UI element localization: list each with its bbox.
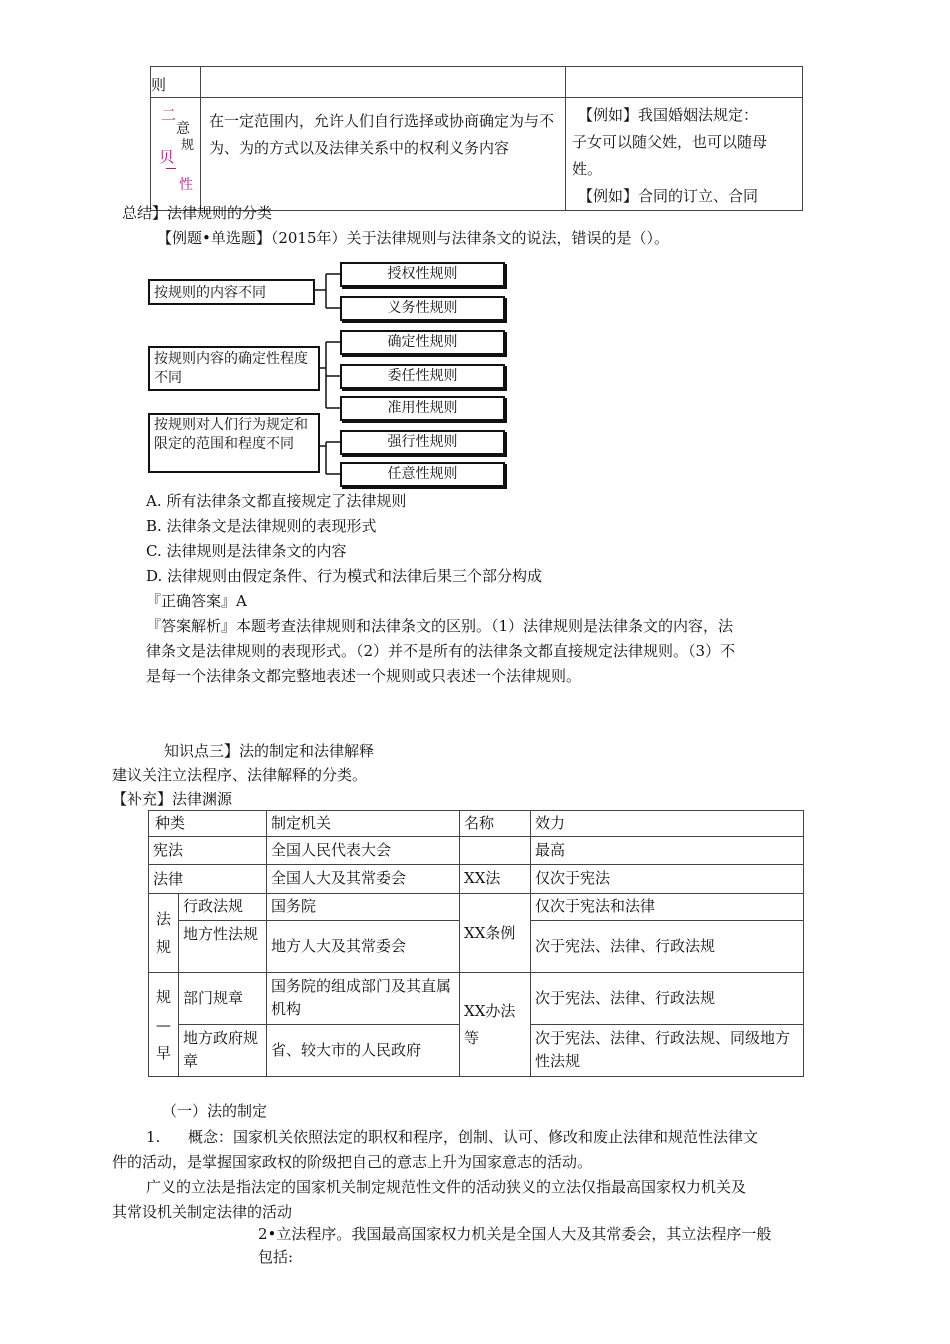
example-line: 姓。: [572, 160, 603, 178]
category-regulations: 法规: [149, 894, 179, 973]
cell-organ: 全国人民代表大会: [267, 837, 460, 865]
type-box-referential: 准用性规则: [340, 396, 505, 421]
cell-organ: 国务院: [267, 894, 460, 921]
procedure-line: 2•立法程序。我国最高国家权力机关是全国人大及其常委会，其立法程序一般: [258, 1225, 772, 1243]
analysis-line: 是每一个法律条文都完整地表述一个规则或只表述一个法律规则。: [146, 667, 582, 685]
type-box-determinate: 确定性规则: [340, 330, 505, 355]
suggestion-text: 建议关注立法程序、法律解释的分类。: [112, 766, 368, 784]
cell-organ: 国务院的组成部门及其直属机构: [267, 973, 460, 1025]
cell-kind: 地方性法规: [179, 921, 267, 973]
rule-description-cell: [201, 98, 566, 211]
rule-description: 在一定范围内，允许人们自行选择或协商确定为与不为、为的方式以及法律关系中的权利义务内容: [209, 112, 555, 157]
group-box-certainty: 按规则内容的确定性程度不同: [148, 346, 320, 391]
row1-label: 则: [151, 76, 167, 94]
row2-label-d: 贝: [159, 148, 175, 166]
type-box-mandatory: 强行性规则: [340, 430, 505, 455]
example-line: 【例如】合同的订立、合同: [578, 187, 759, 205]
cell-organ: 全国人大及其常委会: [267, 865, 460, 894]
option-d: D. 法律规则由假定条件、行为模式和法律后果三个部分构成: [146, 567, 543, 585]
analysis-line: 『答案解析』本题考查法律规则和法律条文的区别。（1）法律规则是法律条文的内容，法: [146, 617, 734, 635]
summary-title: 总结】法律规则的分类: [122, 204, 273, 222]
empty-cell: [201, 67, 566, 98]
example-line: 子女可以随父姓，也可以随母: [572, 133, 768, 151]
option-c: C. 法律规则是法律条文的内容: [146, 542, 347, 560]
law-sources-table: [148, 810, 804, 1077]
procedure-line: 包括:: [258, 1248, 294, 1266]
cell-organ: 地方人大及其常委会: [267, 921, 460, 973]
header-effect: 效力: [531, 811, 804, 837]
type-box-delegated: 委任性规则: [340, 364, 505, 389]
label-stroke: [166, 168, 176, 169]
cell-name: XX法: [460, 865, 531, 894]
cell-effect: 最高: [531, 837, 804, 865]
cell-name: [460, 837, 531, 865]
row2-label-b: 意: [176, 121, 190, 137]
cell-kind: 宪法: [149, 837, 267, 865]
rule-type-table: [150, 66, 803, 211]
type-box-optional: 任意性规则: [340, 462, 505, 487]
cell-kind: 部门规章: [179, 973, 267, 1025]
cell-name-rules: XX办法等: [460, 973, 531, 1077]
section-title: （一）法的制定: [162, 1102, 268, 1120]
concept-line: 概念：国家机关依照法定的职权和程序，创制、认可、修改和废止法律和规范性法律文: [188, 1128, 759, 1146]
concept-number: 1.: [146, 1128, 161, 1146]
category-rules: 规—早: [149, 973, 179, 1077]
example-line: 【例如】我国婚姻法规定：: [578, 106, 759, 124]
question-title: 【例题•单选题】（2015年）关于法律规则与法律条文的说法，错误的是（）。: [157, 229, 670, 247]
analysis-line: 律条文是法律规则的表现形式。（2）并不是所有的法律条文都直接规定法律规则。（3）不: [146, 642, 736, 660]
concept-line: 件的活动，是掌握国家政权的阶级把自己的意志上升为国家意志的活动。: [112, 1153, 593, 1171]
row2-label-c: 规: [181, 138, 195, 153]
broad-definition-line: 广义的立法是指法定的国家机关制定规范性文件的活动狭义的立法仅指最高国家权力机关及: [146, 1178, 747, 1196]
broad-definition-line: 其常设机关制定法律的活动: [112, 1203, 293, 1221]
group-box-scope: 按规则对人们行为规定和限定的范围和程度不同: [148, 413, 320, 473]
option-b: B. 法律条文是法律规则的表现形式: [146, 517, 377, 535]
supplement-title: 【补充】法律渊源: [112, 790, 233, 808]
knowledge-point-title: 知识点三】法的制定和法律解释: [164, 742, 375, 760]
row-label-cell: [151, 67, 201, 98]
cell-effect: 次于宪法、法律、行政法规: [531, 921, 804, 973]
correct-answer: 『正确答案』A: [146, 592, 247, 610]
type-box-authorizing: 授权性规则: [340, 262, 505, 287]
cell-effect: 仅次于宪法: [531, 865, 804, 894]
empty-cell: [566, 67, 803, 98]
group-box-content: 按规则的内容不同: [148, 279, 315, 305]
header-name: 名称: [460, 811, 531, 837]
cell-organ: 省、较大市的人民政府: [267, 1025, 460, 1077]
row2-label-e: 性: [179, 177, 193, 193]
row2-label-a: 二: [161, 106, 177, 124]
option-a: A. 所有法律条文都直接规定了法律规则: [146, 492, 407, 510]
cell-kind: 行政法规: [179, 894, 267, 921]
rule-example-cell: [566, 98, 803, 211]
cell-effect: 仅次于宪法和法律: [531, 894, 804, 921]
cell-kind: 地方政府规章: [179, 1025, 267, 1077]
cell-effect: 次于宪法、法律、行政法规、同级地方性法规: [531, 1025, 804, 1077]
header-kind: 种类: [149, 811, 267, 837]
type-box-obligatory: 义务性规则: [340, 296, 505, 321]
cell-effect: 次于宪法、法律、行政法规: [531, 973, 804, 1025]
header-organ: 制定机关: [267, 811, 460, 837]
cell-name-regulations: XX条例: [460, 894, 531, 973]
cell-kind: 法律: [149, 865, 267, 894]
row2-label-cell: [151, 98, 201, 211]
